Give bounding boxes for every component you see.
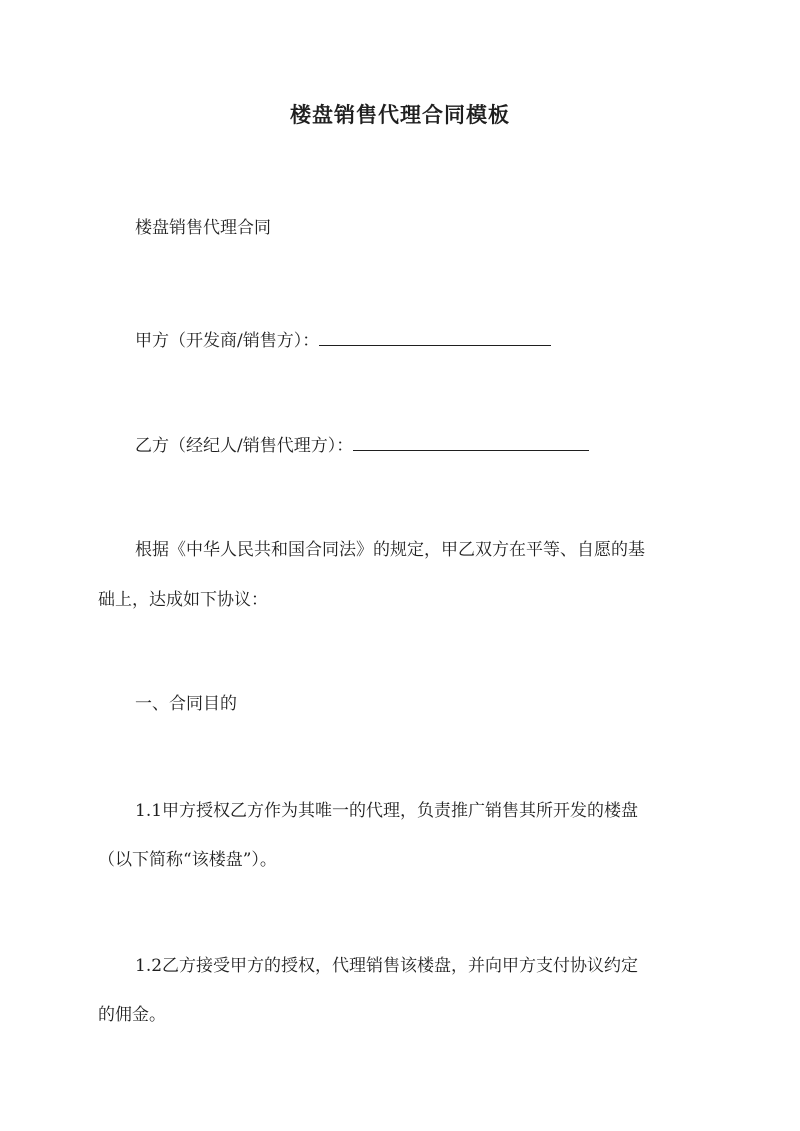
party-b-label: 乙方（经纪人/销售代理方）：	[135, 436, 354, 456]
preamble-line-2: 础上，达成如下协议：	[98, 590, 268, 610]
clause-1-1-line-2: （以下简称“该楼盘”）。	[98, 850, 277, 870]
party-b-blank	[353, 434, 589, 451]
clause-1-1-line-1: 1.1甲方授权乙方作为其唯一的代理，负责推广销售其所开发的楼盘	[135, 801, 639, 821]
party-a-blank	[319, 329, 551, 346]
clause-1-2-line-1: 1.2乙方接受甲方的授权，代理销售该楼盘，并向甲方支付协议约定	[135, 956, 639, 976]
party-a-label: 甲方（开发商/销售方）：	[135, 331, 320, 351]
party-a-line	[98, 317, 755, 366]
party-b-line	[98, 422, 755, 471]
clause-1-2-line-2: 的佣金。	[98, 1005, 166, 1025]
section-1-heading: 一、合同目的	[135, 694, 237, 714]
contract-subtitle: 楼盘销售代理合同	[135, 218, 271, 238]
document-title: 楼盘销售代理合同模板	[290, 102, 510, 127]
preamble-line-1: 根据《中华人民共和国合同法》的规定，甲乙双方在平等、自愿的基	[135, 540, 645, 560]
